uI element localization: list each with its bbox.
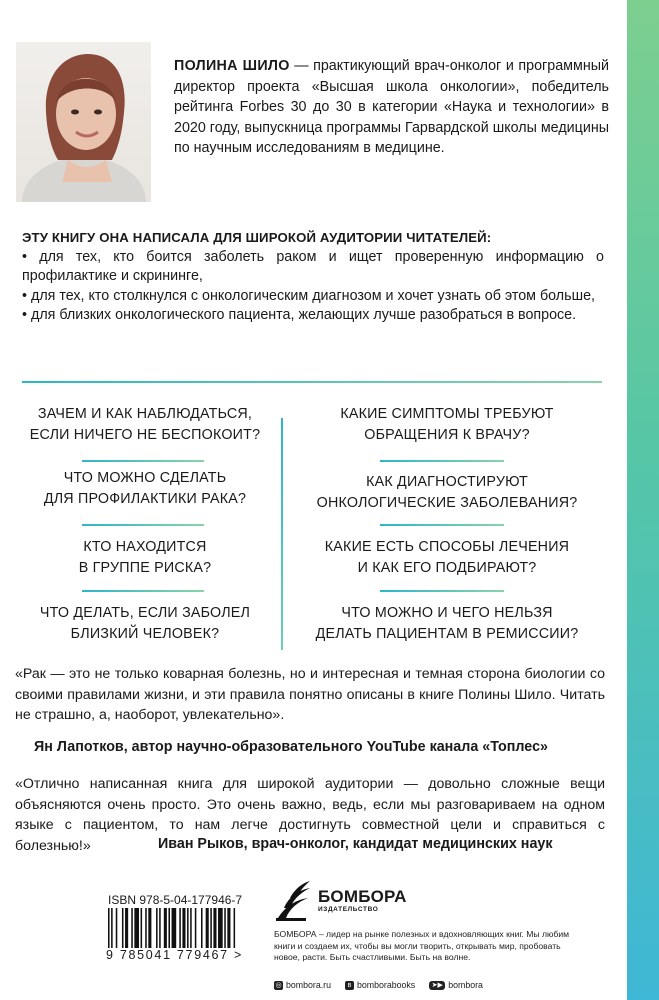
review-attribution-1: Ян Лапотков, автор научно-образовательного YouTube канала «Топлес» (34, 739, 548, 755)
audience-item: • для тех, кто столкнулся с онкологическим диагнозом и хочет узнать об этом больше, (22, 287, 595, 304)
isbn-number: ISBN 978-5-04-177946-7 (108, 893, 243, 907)
social-link-website[interactable] (274, 980, 331, 990)
audience-section (22, 228, 604, 326)
author-photo (16, 42, 151, 202)
author-name: ПОЛИНА ШИЛО (174, 58, 290, 74)
question-right-3: КАКИЕ ЕСТЬ СПОСОБЫ ЛЕЧЕНИЯ И КАК ЕГО ПОДБИРАЮТ? (324, 539, 570, 576)
question-right-1: КАКИЕ СИМПТОМЫ ТРЕБУЮТ ОБРАЩЕНИЯ К ВРАЧУ? (340, 406, 554, 443)
question-separator (380, 460, 504, 462)
question-left-2: ЧТО МОЖНО СДЕЛАТЬ ДЛЯ ПРОФИЛАКТИКИ РАКА? (43, 470, 247, 507)
social-label: bombora (448, 980, 483, 990)
question-right-2: КАК ДИАГНОСТИРУЮТ ОНКОЛОГИЧЕСКИЕ ЗАБОЛЕВАНИЯ? (316, 474, 578, 511)
telegram-icon: ➤▶ (429, 981, 445, 990)
social-link-telegram[interactable] (429, 980, 483, 990)
divider-line (22, 381, 602, 383)
web-icon: ◎ (275, 981, 282, 989)
author-bio (174, 56, 609, 159)
question-separator (82, 590, 204, 592)
question-left-1: ЗАЧЕМ И КАК НАБЛЮДАТЬСЯ, ЕСЛИ НИЧЕГО НЕ БЕСПОКОИТ? (29, 406, 261, 443)
audience-heading: ЭТУ КНИГУ ОНА НАПИСАЛА ДЛЯ ШИРОКОЙ АУДИТОРИИ ЧИТАТЕЛЕЙ: (22, 230, 492, 245)
question-separator (82, 524, 204, 526)
question-left-3: КТО НАХОДИТСЯ В ГРУППЕ РИСКА? (78, 539, 212, 576)
question-separator (380, 524, 504, 526)
review-quote-2: «Отлично написанная книга для широкой аудитории — довольно сложные вещи объясняются очень просто. Это очень важно, ведь, если мы разговариваем на одном языке с пациентом, то нам легче достигнуть совместной цели и справиться с болезнью!» (15, 776, 605, 854)
question-left-4: ЧТО ДЕЛАТЬ, ЕСЛИ ЗАБОЛЕЛ БЛИЗКИЙ ЧЕЛОВЕК? (39, 605, 251, 642)
social-links (274, 980, 483, 990)
vertical-divider (281, 418, 283, 650)
question-separator (82, 460, 204, 462)
question-right-4: ЧТО МОЖНО И ЧЕГО НЕЛЬЗЯ ДЕЛАТЬ ПАЦИЕНТАМ В РЕМИССИИ? (315, 605, 579, 642)
barcode-digits: 9 785041 779467 > (106, 948, 243, 962)
review-attribution-2: Иван Рыков, врач-онколог, кандидат медицинских наук (158, 836, 553, 852)
publisher-subtitle: ИЗДАТЕЛЬСТВО (318, 906, 379, 913)
gradient-side-bar (627, 0, 659, 1000)
question-separator (380, 590, 504, 592)
bombora-logo-icon (274, 878, 312, 927)
author-bio-text: — практикующий врач-онколог и программный директор проекта «Высшая школа онкологии», победитель рейтинга Forbes 30 до 30 в категории «Наука и технологии» в 2020 году, выпускница программы Гарвардской школы медицины по научным исследованиям в медицине. (174, 58, 609, 157)
publisher-name: БОМБОРА (318, 887, 407, 906)
social-link-vk[interactable] (345, 980, 415, 990)
social-label: bomborabooks (357, 980, 416, 990)
vk-icon: в (345, 981, 354, 990)
publisher-tagline: БОМБОРА – лидер на рынке полезных и вдохновляющих книг. Мы любим книги и создаем их, чтобы вы могли творить, открывать мир, пробовать новое, расти. Быть счастливыми. Быть на волне. (274, 929, 570, 962)
audience-item: • для близких онкологического пациента, желающих лучше разобраться в вопросе. (22, 307, 577, 324)
social-label: bombora.ru (286, 980, 331, 990)
audience-item: • для тех, кто боится заболеть раком и ищет проверенную информацию о профилактике и скрининге, (22, 248, 604, 285)
review-quote-1: «Рак — это не только коварная болезнь, но и интересная и темная сторона биологии со своими правилами жизни, и эти правила понятно описаны в книге Полины Шило. Читать не страшно, а, наоборот, увлекательно». (15, 666, 605, 724)
